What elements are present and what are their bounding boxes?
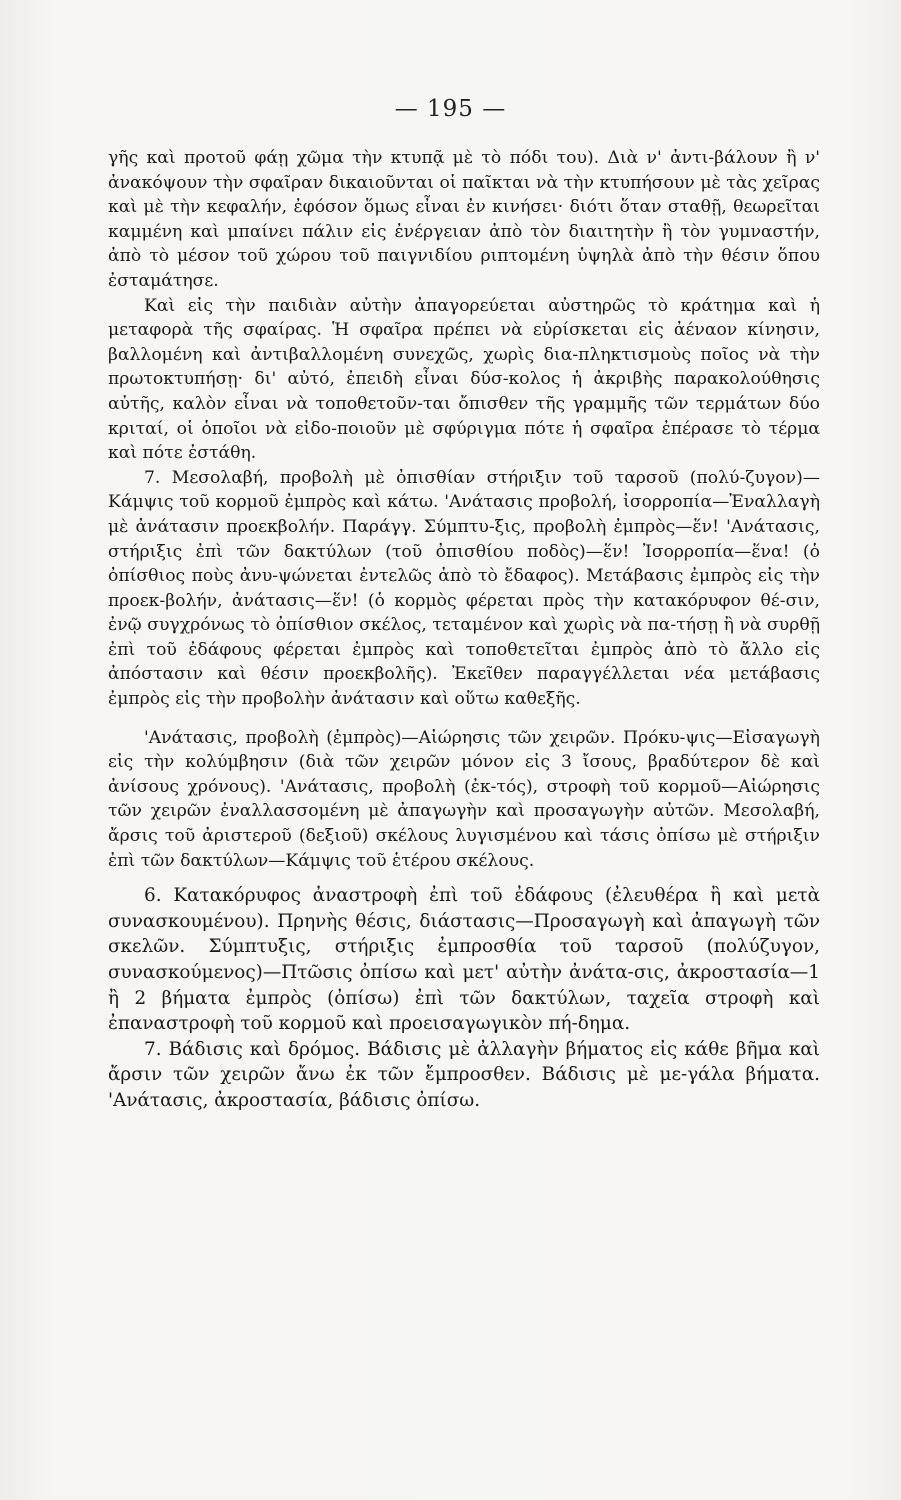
page-number: — 195 — — [394, 96, 507, 122]
paragraph-exercise-6-handstand: 6. Κατακόρυφος ἀναστροφὴ ἐπὶ τοῦ ἐδάφους (ἐλευθέρα ἢ καὶ μετὰ συνασκουμένου). Πρηνὴς θέσις, διάστασις—Προσαγωγὴ καὶ ἀπαγωγὴ τῶν σκελῶν. Σύμπτυξις, στήριξις ἐμπροσθία τοῦ ταρσοῦ (πολύζυγον, συνασκούμενος)—Πτῶσις ὀπίσω καὶ μετ' αὐτὴν ἀνάτα-σις, ἀκροστασία—1 ἢ 2 βήματα ἐμπρὸς (ὀπίσω) ἐπὶ τῶν δακτύλων, ταχεῖα στροφὴ καὶ ἐπαναστροφὴ τοῦ κορμοῦ καὶ προεισαγωγικὸν πή-δημα. — [108, 885, 820, 1035]
body-text — [108, 146, 820, 1114]
paragraph-ball-holding-rule: Καὶ εἰς τὴν παιδιὰν αὐτὴν ἀπαγορεύεται αὐστηρῶς τὸ κράτημα καὶ ἡ μεταφορὰ τῆς σφαίρας. Ἡ σφαῖρα πρέπει νὰ εὑρίσκεται εἰς ἀέναον κίνησιν, βαλλομένη καὶ ἀντιβαλλομένη συνεχῶς, χωρὶς δια-πληκτισμοὺς ποῖος νὰ τὴν πρωτοκτυπήσῃ· δι' αὐτό, ἐπειδὴ εἶναι δύσ-κολος ἡ ἀκριβὴς παρακολούθησις αὐτῆς, καλὸν εἶναι νὰ τοποθετοῦν-ται ὄπισθεν τῆς γραμμῆς τῶν τερμάτων δύο κριταί, οἱ ὁποῖοι νὰ εἰδο-ποιοῦν μὲ σφύριγμα πότε ἡ σφαῖρα ἐπέρασε τὸ τέρμα καὶ πότε ἐστάθη. — [108, 295, 820, 464]
paragraph-arm-swing-exercises: 'Ανάτασις, προβολὴ (ἐμπρὸς)—Αἰώρησις τῶν χειρῶν. Πρόκυ-ψις—Εἰσαγωγὴ εἰς τὴν κολύμβησιν (διὰ τῶν χειρῶν μόνον εἰς 3 ἴσους, βραδύτερον δὲ καὶ ἀνίσους χρόνους). 'Ανάτασις, προβολὴ (ἐκ-τός), στροφὴ τοῦ κορμοῦ—Αἰώρησις τῶν χειρῶν ἐναλλασσομένη μὲ ἀπαγωγὴν καὶ προσαγωγὴν αὐτῶν. Μεσολαβή, ἄρσις τοῦ ἀριστεροῦ (δεξιοῦ) σκέλους λυγισμένου καὶ τάσις ὀπίσω μὲ στήριξιν ἐπὶ τῶν δακτύλων—Κάμψις τοῦ ἑτέρου σκέλους. — [108, 727, 820, 871]
paragraph-exercise-7-walking: 7. Βάδισις καὶ δρόμος. Βάδισις μὲ ἀλλαγὴν βήματος εἰς κάθε βῆμα καὶ ἄρσιν τῶν χειρῶν ἄνω ἐκ τῶν ἔμπροσθεν. Βάδισις μὲ με-γάλα βήματα. 'Ανάτασις, ἀκροστασία, βάδισις ὀπίσω. — [108, 1038, 820, 1111]
paragraph-exercise-7-balance: 7. Μεσολαβή, προβολὴ μὲ ὀπισθίαν στήριξιν τοῦ ταρσοῦ (πολύ-ζυγον)—Κάμψις τοῦ κορμοῦ ἐμπρὸς καὶ κάτω. 'Ανάτασις προβολή, ἰσορροπία—Ἐναλλαγὴ μὲ ἀνάτασιν προεκβολήν. Παράγγ. Σύμπτυ-ξις, προβολὴ ἐμπρὸς—ἕν! 'Ανάτασις, στήριξις ἐπὶ τῶν δακτύλων (τοῦ ὀπισθίου ποδὸς)—ἕν! Ἰσορροπία—ἕνα! (ὁ ὀπίσθιος ποὺς ἀνυ-ψώνεται ἐντελῶς ἀπὸ τὸ ἔδαφος). Μετάβασις ἐμπρὸς εἰς τὴν προεκ-βολήν, ἀνάτασις—ἕν! (ὁ κορμὸς φέρεται πρὸς τὴν κατακόρυφον θέ-σιν, ἐνῷ συγχρόνως τὸ ὀπίσθιον σκέλος, τεταμένον καὶ χωρὶς νὰ πα-τήσῃ ἢ νὰ συρθῇ ἐπὶ τοῦ ἐδάφους φέρεται ἐμπρὸς καὶ τοποθετεῖται ἐμπρὸς ἀπὸ τὸ ἄλλο εἰς ἀπόστασιν καὶ θέσιν προεκβολῆς). Ἐκεῖθεν παραγγέλλεται νέα μετάβασις ἐμπρὸς εἰς τὴν προβολὴν ἀνάτασιν καὶ οὕτω καθεξῆς. — [108, 467, 820, 710]
paragraph-ball-game-rules: γῆς καὶ προτοῦ φάῃ χῶμα τὴν κτυπᾷ μὲ τὸ πόδι του). Διὰ ν' ἀντι-βάλουν ἢ ν' ἀνακόψουν τὴν σφαῖραν δικαιοῦνται οἱ παῖκται νὰ τὴν κτυπήσουν μὲ τὰς χεῖρας καὶ μὲ τὴν κεφαλήν, ἐφόσον ὅμως εἶναι ἐν κινήσει· διότι ὅταν σταθῇ, θεωρεῖται καμμένη καὶ μπαίνει πάλιν εἰς ἐνέργειαν ἀπὸ τὸν διαιτητὴν ἢ τὸν γυμναστήν, ἀπὸ τὸ μέσον τοῦ χώρου τοῦ παιγνιδίου ριπτομένη ὑψηλὰ ἀπὸ τὴν θέσιν ὅπου ἐσταμάτησε. — [108, 148, 820, 291]
